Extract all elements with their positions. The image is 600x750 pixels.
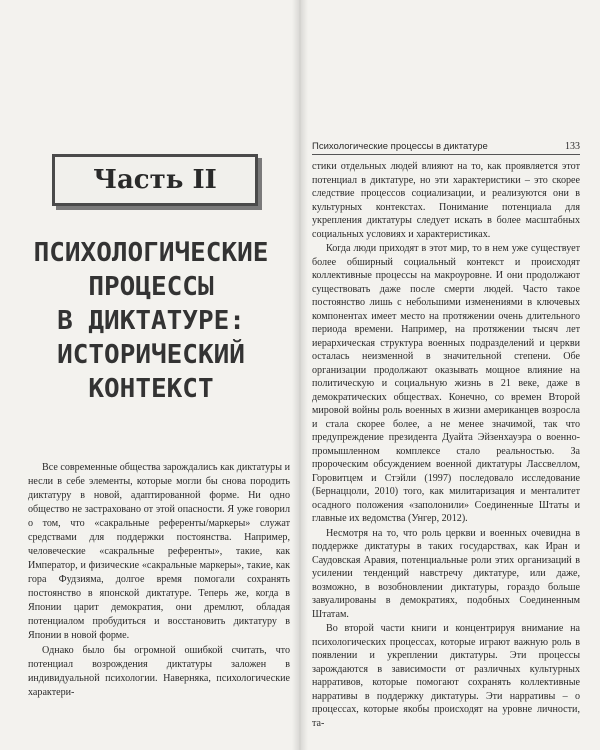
chapter-title-line: ПРОЦЕССЫ bbox=[88, 272, 214, 302]
paragraph: Все современные общества зарождались как диктатуры и несли в себе элементы, которые могли бы снова породить диктатуру в новой, адаптированной форме. Ни одно общество не застраховано от этой опасности. Я уже говорил о том, что «сакральные референты/маркеры» служат средствами для поддержки постоянства. Например, человеческие «сакральные референты», такие, как Император, и физические «сакральные маркеры», такие, как гора Фудзияма, долгое время помогали сохранять постоянство в японской диктатуре. Теперь же, когда в Японии царит демократия, они дремлют, обладая потенциалом пробудиться и восстановить диктатуру в Японии в новой форме. bbox=[28, 462, 290, 641]
right-page bbox=[300, 0, 600, 750]
chapter-title-line: ИСТОРИЧЕСКИЙ bbox=[57, 340, 245, 370]
paragraph: Несмотря на то, что роль церкви и военных очевидна в поддержке диктатуры в таких государствах, как Иран и Саудовская Аравия, потенциальные роли этих организаций в усилении тенденций навстречу диктатуре, или даже, возможно, в возобновлении диктатуры, гораздо больше завуалированы в демократиях, подобных Соединенным Штатам. bbox=[312, 527, 580, 620]
chapter-title bbox=[20, 236, 282, 406]
chapter-title-line: КОНТЕКСТ bbox=[88, 374, 214, 404]
running-header-title: Психологические процессы в диктатуре bbox=[312, 141, 488, 152]
paragraph: Когда люди приходят в этот мир, то в нем уже существует более обширный социальный контекст и происходят коллективные процессы на макроуровне. И они продолжают существовать даже после смерти людей. Часто такое постоянство лишь с небольшими изменениями в ключевых компонентах имеет место на протяжении очень длительного периода времени. Например, на протяжении тысяч лет иерархическая структура военных подразделений и церкви осталась неизменной в значительной степени. Обе организации продолжают оказывать мощное влияние на политическую и социальную жизнь в 21 веке, даже в демократических обществах. Конечно, со времен Второй мировой войны роль военных в жизни американцев возросла и стала скорее более, а не менее значимой, так что предупреждение президента Дуайта Эйзенхауэра о военно-промышленном комплексе стало реальностью. За пророческим обсуждением военной диктатуры Лассвеллом, Горовитцем и Стэйли (1997) последовало исследование (Бернаццоли, 2010) того, как милитаризация и менталитет осадного положения «заполонили» Соединенные Штаты и главные их ведомства (Унгер, 2012). bbox=[312, 243, 580, 524]
page-number: 133 bbox=[565, 141, 580, 152]
right-body-text bbox=[312, 160, 580, 730]
chapter-title-line: ПСИХОЛОГИЧЕСКИЕ bbox=[33, 238, 269, 268]
left-body-text bbox=[28, 461, 290, 700]
part-label: Часть II bbox=[52, 154, 258, 206]
running-header bbox=[312, 142, 580, 155]
paragraph: стики отдельных людей влияют на то, как проявляется этот потенциал в диктатуре, но эти характеристики – это скорее следствие процессов социализации, и реализуются они в культурных контекстах. Понимание потенциала для укрепления диктатуры следует искать в более масштабных социальных условиях и характеристиках. bbox=[312, 161, 580, 240]
paragraph: Во второй части книги и концентрируя внимание на психологических процессах, которые играют важную роль в появлении и укреплении диктатуры. Эти процессы зарождаются в зависимости от различных культурных нарративов, которые помогают сохранять коллективные нарративы в поддержку диктатуры. Эти нарративы – о процессах, которые якобы происходят на уровне личности, та- bbox=[312, 623, 580, 729]
chapter-title-line: В ДИКТАТУРЕ: bbox=[57, 306, 245, 336]
paragraph: Однако было бы огромной ошибкой считать, что потенциал возрождения диктатуры заложен в индивидуальной психологии. Наверняка, психологические характери- bbox=[28, 645, 290, 698]
